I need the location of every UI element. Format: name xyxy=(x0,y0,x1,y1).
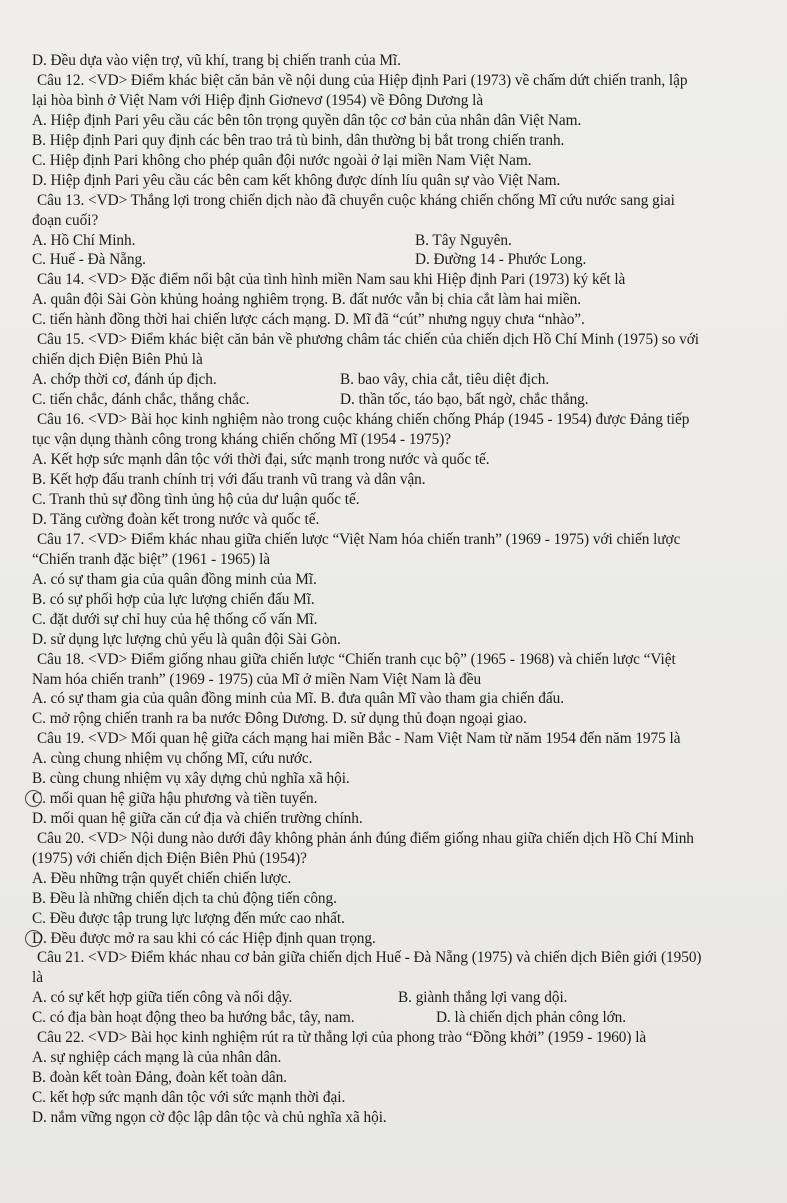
q12-option-a: A. Hiệp định Pari yêu cầu các bên tôn trọng quyền dân tộc cơ bản của nhân dân Việt Nam. xyxy=(32,112,582,129)
q16-option-b: B. Kết hợp đấu tranh chính trị với đấu tranh vũ trang và dân vận. xyxy=(32,471,426,488)
q21-option-b: B. giành thắng lợi vang dội. xyxy=(398,989,568,1006)
q22-option-c: C. kết hợp sức mạnh dân tộc với sức mạnh thời đại. xyxy=(32,1089,346,1106)
q21-option-a: A. có sự kết hợp giữa tiến công và nổi dậy. xyxy=(32,989,293,1006)
q12-option-d: D. Hiệp định Pari yêu cầu các bên cam kết không được dính líu quân sự vào Việt Nam. xyxy=(32,172,561,189)
question-12: Câu 12. <VD> Điểm khác biệt căn bản về nội dung của Hiệp định Pari (1973) về chấm dứt chiến tranh, lập xyxy=(37,72,688,89)
question-17-cont: “Chiến tranh đặc biệt” (1961 - 1965) là xyxy=(32,551,271,568)
q16-option-c: C. Tranh thủ sự đồng tình ủng hộ của dư luận quốc tế. xyxy=(32,491,360,508)
question-17: Câu 17. <VD> Điểm khác nhau giữa chiến lược “Việt Nam hóa chiến tranh” (1969 - 1975) với chiến lược xyxy=(37,531,681,548)
q18-option-a-b: A. có sự tham gia của quân đồng minh của Mĩ. B. đưa quân Mĩ vào tham gia chiến đấu. xyxy=(32,690,564,707)
q22-option-b: B. đoàn kết toàn Đảng, đoàn kết toàn dân. xyxy=(32,1069,287,1086)
question-18-cont: Nam hóa chiến tranh” (1969 - 1975) của Mĩ ở miền Nam Việt Nam là đều xyxy=(32,671,482,688)
question-15: Câu 15. <VD> Điểm khác biệt căn bản về phương châm tác chiến của chiến dịch Hồ Chí Minh (1975) so với xyxy=(37,331,699,348)
q12-option-c: C. Hiệp định Pari không cho phép quân đội nước ngoài ở lại miền Nam Việt Nam. xyxy=(32,152,532,169)
answer-circle-mark xyxy=(25,790,42,807)
question-19: Câu 19. <VD> Mối quan hệ giữa cách mạng hai miền Bắc - Nam Việt Nam từ năm 1954 đến năm 1975 là xyxy=(37,730,681,747)
question-20-cont: (1975) với chiến dịch Điện Biên Phủ (1954)? xyxy=(32,850,307,867)
q20-option-b: B. Đều là những chiến dịch ta chủ động tiến công. xyxy=(32,890,337,907)
q21-option-c: C. có địa bàn hoạt động theo ba hướng bắc, tây, nam. xyxy=(32,1009,355,1026)
q22-option-a: A. sự nghiệp cách mạng là của nhân dân. xyxy=(32,1049,282,1066)
question-21-cont: là xyxy=(32,969,43,986)
q17-option-b: B. có sự phối hợp của lực lượng chiến đấu Mĩ. xyxy=(32,591,315,608)
option-d-q11: D. Đều dựa vào viện trợ, vũ khí, trang bị chiến tranh của Mĩ. xyxy=(32,52,401,69)
q20-option-a: A. Đều những trận quyết chiến chiến lược. xyxy=(32,870,292,887)
question-13: Câu 13. <VD> Thắng lợi trong chiến dịch nào đã chuyển cuộc kháng chiến chống Mĩ cứu nước sang giai xyxy=(37,192,675,209)
q17-option-c: C. đặt dưới sự chỉ huy của hệ thống cố vấn Mĩ. xyxy=(32,611,318,628)
q20-option-c: C. Đều được tập trung lực lượng đến mức cao nhất. xyxy=(32,910,345,927)
q16-option-a: A. Kết hợp sức mạnh dân tộc với thời đại, sức mạnh trong nước và quốc tế. xyxy=(32,451,490,468)
q13-option-b: B. Tây Nguyên. xyxy=(415,232,512,249)
q19-option-c-text: C. mối quan hệ giữa hậu phương và tiền tuyến. xyxy=(32,790,318,807)
q13-option-a: A. Hồ Chí Minh. xyxy=(32,232,136,249)
q20-option-d xyxy=(32,929,376,948)
question-16-cont: tục vận dụng thành công trong kháng chiến chống Mĩ (1954 - 1975)? xyxy=(32,431,452,448)
question-18: Câu 18. <VD> Điểm giống nhau giữa chiến lược “Chiến tranh cục bộ” (1965 - 1968) và chiến lược “Việt xyxy=(37,651,676,668)
q20-option-d-text: D. Đều được mở ra sau khi có các Hiệp định quan trọng. xyxy=(32,930,376,947)
q13-option-c: C. Huế - Đà Nẵng. xyxy=(32,251,146,268)
question-22: Câu 22. <VD> Bài học kinh nghiệm rút ra từ thắng lợi của phong trào “Đồng khởi” (1959 - 1960) là xyxy=(37,1029,647,1046)
question-12-cont: lại hòa bình ở Việt Nam với Hiệp định Giơnevơ (1954) về Đông Dương là xyxy=(32,92,484,109)
answer-circle-mark xyxy=(25,930,42,947)
q15-option-d: D. thần tốc, táo bạo, bất ngờ, chắc thắng. xyxy=(340,391,589,408)
question-13-cont: đoạn cuối? xyxy=(32,212,99,229)
q19-option-c xyxy=(32,789,317,808)
q19-option-b: B. cùng chung nhiệm vụ xây dựng chủ nghĩa xã hội. xyxy=(32,770,350,787)
q15-option-a: A. chớp thời cơ, đánh úp địch. xyxy=(32,371,217,388)
q15-option-b: B. bao vây, chia cắt, tiêu diệt địch. xyxy=(340,371,550,388)
q14-option-c-d: C. tiến hành đồng thời hai chiến lược cách mạng. D. Mĩ đã “cút” nhưng ngụy chưa “nhào”. xyxy=(32,311,585,328)
question-20: Câu 20. <VD> Nội dung nào dưới đây không phản ánh đúng điểm giống nhau giữa chiến dịch Hồ Chí Minh xyxy=(37,830,694,847)
q18-option-c-d: C. mở rộng chiến tranh ra ba nước Đông Dương. D. sử dụng thủ đoạn ngoại giao. xyxy=(32,710,527,727)
q12-option-b: B. Hiệp định Pari quy định các bên trao trả tù binh, dân thường bị bắt trong chiến tranh. xyxy=(32,132,565,149)
q15-option-c: C. tiến chắc, đánh chắc, thắng chắc. xyxy=(32,391,250,408)
question-21: Câu 21. <VD> Điểm khác nhau cơ bản giữa chiến dịch Huế - Đà Nẵng (1975) và chiến dịch Biên giới (1950) xyxy=(37,949,702,966)
q17-option-a: A. có sự tham gia của quân đồng minh của Mĩ. xyxy=(32,571,317,588)
q17-option-d: D. sử dụng lực lượng chủ yếu là quân đội Sài Gòn. xyxy=(32,631,341,648)
question-16: Câu 16. <VD> Bài học kinh nghiệm nào trong cuộc kháng chiến chống Pháp (1945 - 1954) được Đảng tiếp xyxy=(37,411,690,428)
q13-option-d: D. Đường 14 - Phước Long. xyxy=(415,251,587,268)
question-14: Câu 14. <VD> Đặc điểm nổi bật của tình hình miền Nam sau khi Hiệp định Pari (1973) ký kết là xyxy=(37,271,626,288)
q19-option-d: D. mối quan hệ giữa căn cứ địa và chiến trường chính. xyxy=(32,810,363,827)
q14-option-a-b: A. quân đội Sài Gòn khủng hoảng nghiêm trọng. B. đất nước vẫn bị chia cắt làm hai miền. xyxy=(32,291,582,308)
q19-option-a: A. cùng chung nhiệm vụ chống Mĩ, cứu nước. xyxy=(32,750,313,767)
question-15-cont: chiến dịch Điện Biên Phủ là xyxy=(32,351,203,368)
q16-option-d: D. Tăng cường đoàn kết trong nước và quốc tế. xyxy=(32,511,320,528)
q21-option-d: D. là chiến dịch phản công lớn. xyxy=(436,1009,627,1026)
q22-option-d: D. nắm vững ngọn cờ độc lập dân tộc và chủ nghĩa xã hội. xyxy=(32,1109,387,1126)
